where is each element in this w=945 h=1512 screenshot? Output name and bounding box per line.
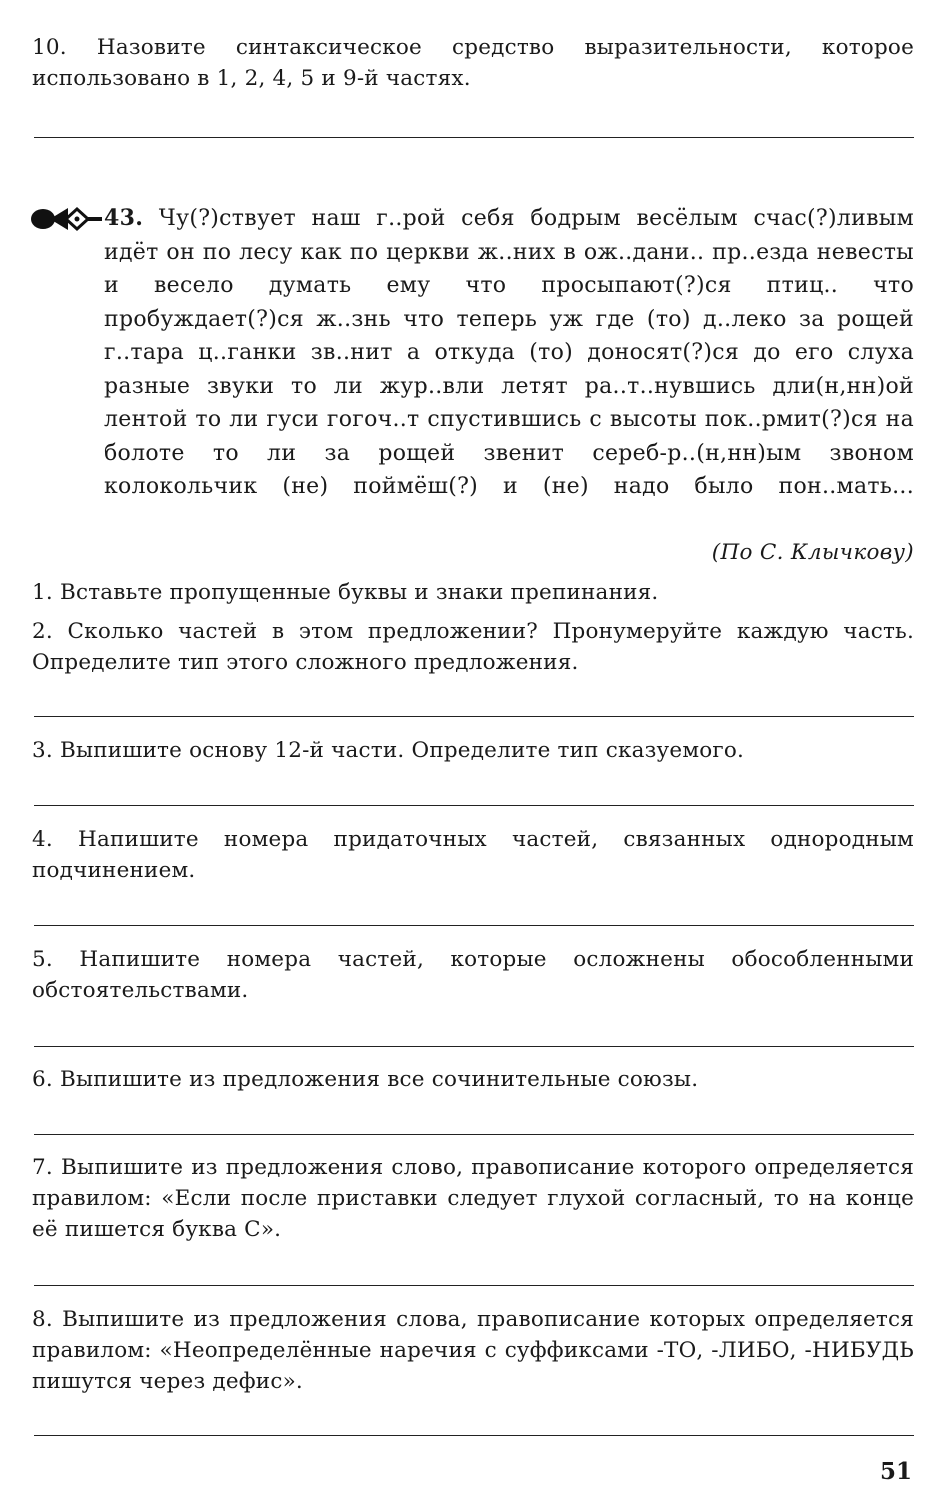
answer-line[interactable] [34,137,914,138]
exercise-source: (По С. Клычкову) [711,540,914,565]
exercise-body: Чу(?)ствует наш г..рой себя бодрым весёлым счас(?)ливым идёт он по лесу как по церкви ж..них в ож..дани.. пр..езда невесты и весело думать ему что просыпают(?)ся птиц.. что пробуждает(?)ся ж..знь что теперь уж где (то) д..леко за рощей г..тара ц..ганки зв..нит а откуда (то) доносят(?)ся до его слуха разные звуки то ли жур..вли летят ра..т..нувшись дли(н,нн)ой лентой то ли гуси гогоч..т спустившись с высоты пок..рмит(?)ся на болоте то ли за рощей звенит сереб-р..(н,нн)ым звоном колокольчик (не) поймёш(?) и (не) надо было пон..мать... [104,206,914,499]
task-5: 5. Напишите номера частей, которые осложнены обособленными обстоятельствами. [32,947,914,1003]
answer-line[interactable] [34,1285,914,1286]
answer-line[interactable] [34,1435,914,1436]
exercise-number: 43. [104,205,144,231]
exercise-marker-icon [30,206,102,232]
task-7: 7. Выпишите из предложения слово, правописание которого определяется правилом: «Если после приставки следует глухой согласный, то на конце её пишется буква С». [32,1155,914,1242]
exercise-43-text [104,202,914,504]
page-number: 51 [879,1458,912,1485]
task-3: 3. Выпишите основу 12-й части. Определите тип сказуемого. [32,738,745,763]
answer-line[interactable] [34,805,914,806]
answer-line[interactable] [34,716,914,717]
answer-line[interactable] [34,925,914,926]
question-10: 10. Назовите синтаксическое средство выразительности, которое использовано в 1, 2, 4, 5 и 9-й частях. [32,35,914,91]
task-2: 2. Сколько частей в этом предложении? Пронумеруйте каждую часть. Определите тип этого сложного предложения. [32,619,914,675]
answer-line[interactable] [34,1046,914,1047]
task-8: 8. Выпишите из предложения слова, правописание которых определяется правилом: «Неопределённые наречия с суффиксами -ТО, -ЛИБО, -НИБУДЬ пишутся через дефис». [32,1307,914,1394]
task-1: 1. Вставьте пропущенные буквы и знаки препинания. [32,580,659,605]
task-4: 4. Напишите номера придаточных частей, связанных однородным подчинением. [32,827,914,883]
answer-line[interactable] [34,1134,914,1135]
task-6: 6. Выпишите из предложения все сочинительные союзы. [32,1067,699,1092]
